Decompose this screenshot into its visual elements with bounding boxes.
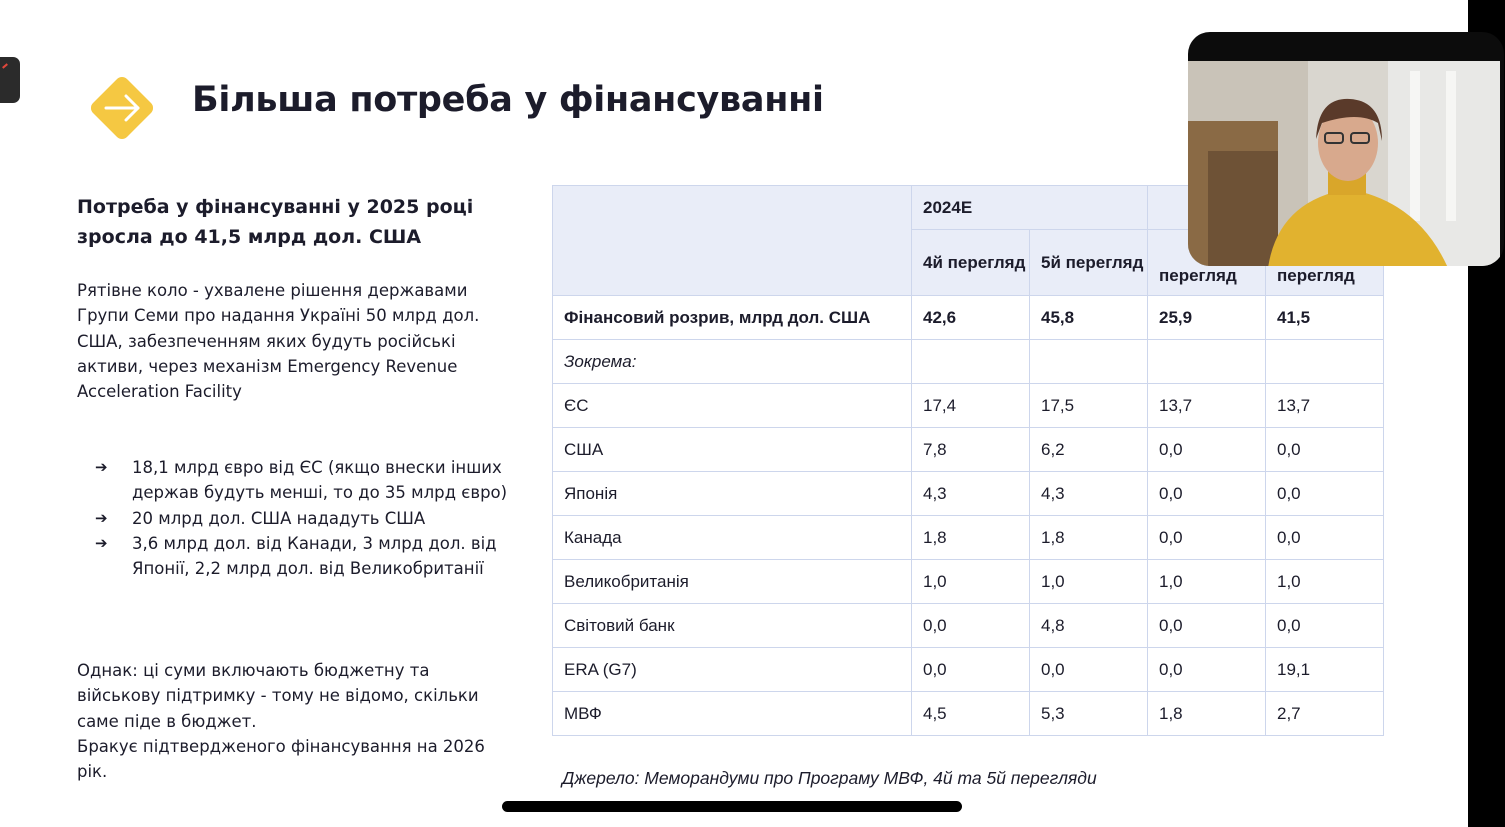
list-item: ➔ 3,6 млрд дол. від Канади, 3 млрд дол. від Японії, 2,2 млрд дол. від Великобританії	[95, 531, 510, 582]
table-row: ERA (G7) 0,0 0,0 0,0 19,1	[553, 648, 1384, 692]
contributions-list	[95, 455, 510, 581]
table-row: ЄС 17,4 17,5 13,7 13,7	[553, 384, 1384, 428]
arrow-bullet-icon: ➔	[95, 458, 108, 476]
table-corner-cell	[553, 186, 912, 296]
arrow-bullet-icon: ➔	[95, 508, 108, 527]
year-header: 2024E	[912, 186, 1148, 230]
review-header: 5й перегляд	[1030, 230, 1148, 296]
table-row: Світовий банк 0,0 4,8 0,0 0,0	[553, 604, 1384, 648]
table-row: МВФ 4,5 5,3 1,8 2,7	[553, 692, 1384, 736]
table-row: Великобританія 1,0 1,0 1,0 1,0	[553, 560, 1384, 604]
speaker-video-feed	[1188, 61, 1500, 266]
tab-marker-icon	[2, 63, 8, 68]
review-header: перегляд	[1266, 230, 1384, 296]
arrow-right-diamond-icon	[84, 70, 160, 146]
webcam-overlay[interactable]	[1188, 32, 1504, 266]
review-header: 4й перегляд	[912, 230, 1030, 296]
list-item: ➔ 20 млрд дол. США нададуть США	[95, 506, 510, 531]
paragraph-caveat: Однак: ці суми включають бюджетну та військову підтримку - тому не відомо, скільки саме піде в бюджет. Бракує підтвердженого фінансування на 2026 рік.	[77, 661, 485, 782]
slide-title: Більша потреба у фінансуванні	[192, 80, 824, 120]
review-header: перегляд	[1148, 230, 1266, 296]
table-row: Фінансовий розрив, млрд дол. США 42,6 45,8 25,9 41,5	[553, 296, 1384, 340]
lead-statement: Потреба у фінансуванні у 2025 році зросла до 41,5 млрд дол. США	[77, 196, 474, 248]
table-row: Канада 1,8 1,8 0,0 0,0	[553, 516, 1384, 560]
horizontal-scrollbar[interactable]	[502, 801, 962, 812]
table-row: США 7,8 6,2 0,0 0,0	[553, 428, 1384, 472]
financing-table	[552, 185, 1384, 736]
arrow-bullet-icon: ➔	[95, 533, 108, 552]
list-item: ➔ 18,1 млрд євро від ЄС (якщо внески інших держав будуть менші, то до 35 млрд євро)	[95, 455, 510, 506]
table-row: Зокрема:	[553, 340, 1384, 384]
paragraph-rescue: Рятівне коло - ухвалене рішення державами Групи Семи про надання Україні 50 млрд дол. США, забезпеченням яких будуть російські активи, через механізм Emergency Revenue Acceleration Facility	[77, 281, 480, 402]
table-row: Японія 4,3 4,3 0,0 0,0	[553, 472, 1384, 516]
source-note: Джерело: Меморандуми про Програму МВФ, 4й та 5й перегляди	[562, 768, 1097, 788]
side-panel-tab[interactable]	[0, 57, 20, 103]
